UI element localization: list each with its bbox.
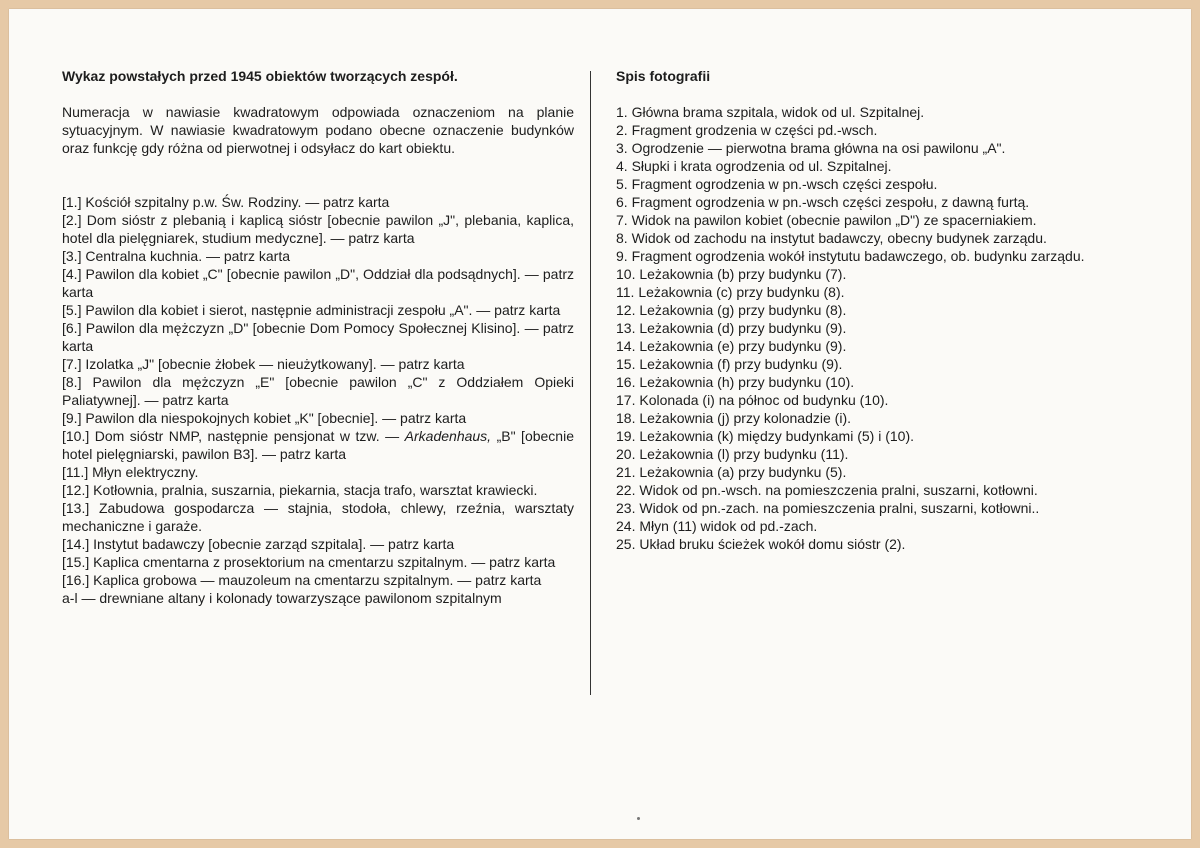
object-item: [8.] Pawilon dla mężczyzn „E" [obecnie pawilon „C" z Oddziałem Opieki Paliatywnej]. — patrz karta <box>62 374 574 408</box>
object-item: [12.] Kotłownia, pralnia, suszarnia, piekarnia, stacja trafo, warsztat krawiecki. <box>62 482 538 498</box>
photo-item: 13. Leżakownia (d) przy budynku (9). <box>616 320 847 336</box>
photo-item: 25. Układ bruku ścieżek wokół domu sióstr (2). <box>616 536 906 552</box>
photo-item: 11. Leżakownia (c) przy budynku (8). <box>616 284 845 300</box>
photo-item: 6. Fragment ogrodzenia w pn.-wsch części zespołu, z dawną furtą. <box>616 194 1030 210</box>
object-item: [11.] Młyn elektryczny. <box>62 464 199 480</box>
objects-list <box>62 193 574 607</box>
column-divider <box>590 71 591 695</box>
photo-item: 23. Widok od pn.-zach. na pomieszczenia pralni, suszarni, kotłowni.. <box>616 500 1040 516</box>
photo-item: 7. Widok na pawilon kobiet (obecnie pawilon „D") ze spacerniakiem. <box>616 212 1037 228</box>
photo-item: 19. Leżakownia (k) między budynkami (5) i (10). <box>616 428 915 444</box>
photo-item: 15. Leżakownia (f) przy budynku (9). <box>616 356 843 372</box>
photo-item: 24. Młyn (11) widok od pd.-zach. <box>616 518 818 534</box>
photo-item: 20. Leżakownia (l) przy budynku (11). <box>616 446 849 462</box>
photo-item: 16. Leżakownia (h) przy budynku (10). <box>616 374 855 390</box>
objects-list-intro: Numeracja w nawiasie kwadratowym odpowiada oznaczeniom na planie sytuacyjnym. W nawiasie kwadratowym podano obecne oznaczenie budynków oraz funkcję gdy różna od pierwotnej i odsyłacz do kart obiektu. <box>62 104 574 156</box>
photo-item: 14. Leżakownia (e) przy budynku (9). <box>616 338 847 354</box>
photo-list-heading: Spis fotografii <box>616 68 711 84</box>
photo-item: 8. Widok od zachodu na instytut badawczy, obecny budynek zarządu. <box>616 230 1047 246</box>
objects-list-column <box>62 67 574 607</box>
object-item: [13.] Zabudowa gospodarcza — stajnia, stodoła, chlewy, rzeźnia, warsztaty mechaniczne i garaże. <box>62 500 574 534</box>
object-item: [6.] Pawilon dla mężczyzn „D" [obecnie Dom Pomocy Społecznej Klisino]. — patrz karta <box>62 320 574 354</box>
photo-item: 21. Leżakownia (a) przy budynku (5). <box>616 464 847 480</box>
object-item: [16.] Kaplica grobowa — mauzoleum na cmentarzu szpitalnym. — patrz karta <box>62 572 542 588</box>
object-item: [7.] Izolatka „J" [obecnie żłobek — nieużytkowany]. — patrz karta <box>62 356 465 372</box>
photo-item: 17. Kolonada (i) na północ od budynku (10). <box>616 392 889 408</box>
photo-item: 12. Leżakownia (g) przy budynku (8). <box>616 302 847 318</box>
scan-speck <box>637 817 640 820</box>
photo-item: 18. Leżakownia (j) przy kolonadzie (i). <box>616 410 851 426</box>
object-item: [5.] Pawilon dla kobiet i sierot, następnie administracji zespołu „A". — patrz karta <box>62 302 561 318</box>
document-page <box>9 9 1191 839</box>
photo-item: 5. Fragment ogrodzenia w pn.-wsch części zespołu. <box>616 176 938 192</box>
object-item-10 <box>62 427 574 463</box>
object-item: [15.] Kaplica cmentarna z prosektorium na cmentarzu szpitalnym. — patrz karta <box>62 554 556 570</box>
photo-list-column <box>616 67 1156 553</box>
photo-item: 4. Słupki i krata ogrodzenia od ul. Szpitalnej. <box>616 158 892 174</box>
object-item: [14.] Instytut badawczy [obecnie zarząd szpitala]. — patrz karta <box>62 536 455 552</box>
object-item: [4.] Pawilon dla kobiet „C" [obecnie pawilon „D", Oddział dla podsądnych]. — patrz karta <box>62 266 574 300</box>
object-item: [9.] Pawilon dla niespokojnych kobiet „K" [obecnie]. — patrz karta <box>62 410 467 426</box>
object-item: [1.] Kościół szpitalny p.w. Św. Rodziny. — patrz karta <box>62 194 390 210</box>
object-item: a-l — drewniane altany i kolonady towarzyszące pawilonom szpitalnym <box>62 590 502 606</box>
object-item-10-text: [10.] Dom sióstr NMP, następnie pensjonat w tzw. — <box>62 428 405 444</box>
objects-list-heading: Wykaz powstałych przed 1945 obiektów tworzących zespół. <box>62 68 458 84</box>
object-item: [3.] Centralna kuchnia. — patrz karta <box>62 248 290 264</box>
object-item: [2.] Dom sióstr z plebanią i kaplicą sióstr [obecnie pawilon „J", plebania, kaplica, hotel dla pielęgniarek, studium medyczne]. — patrz karta <box>62 212 574 246</box>
photo-item: 10. Leżakownia (b) przy budynku (7). <box>616 266 847 282</box>
photo-item: 3. Ogrodzenie — pierwotna brama główna na osi pawilonu „A". <box>616 140 1006 156</box>
photo-list <box>616 103 1156 553</box>
object-item-10-rest: „B" [obecnie hotel pielęgniarski, pawilon B3]. — patrz karta <box>62 428 574 462</box>
photo-item: 22. Widok od pn.-wsch. na pomieszczenia pralni, suszarni, kotłowni. <box>616 482 1038 498</box>
photo-item: 9. Fragment ogrodzenia wokół instytutu badawczego, ob. budynku zarządu. <box>616 248 1085 264</box>
photo-item: 2. Fragment grodzenia w części pd.-wsch. <box>616 122 878 138</box>
photo-item: 1. Główna brama szpitala, widok od ul. Szpitalnej. <box>616 104 925 120</box>
object-item-10-italic: Arkadenhaus, <box>404 428 492 444</box>
